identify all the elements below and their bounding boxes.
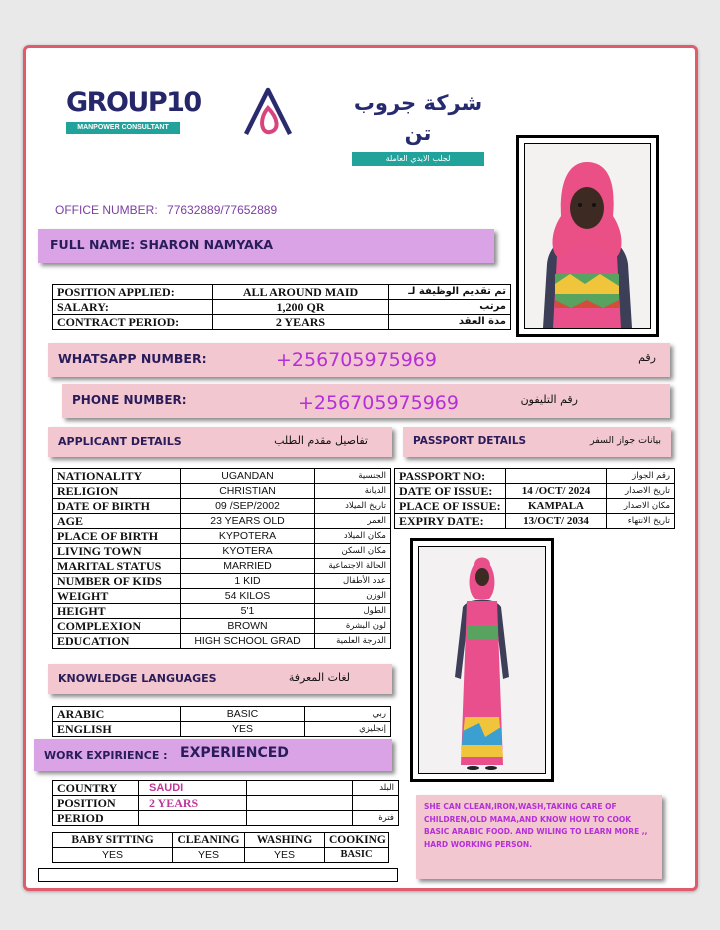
work-row-blank <box>247 796 353 811</box>
table-row <box>53 589 391 604</box>
row-arabic-label: مرتب <box>389 300 511 315</box>
row-value: HIGH SCHOOL GRAD <box>181 634 315 649</box>
passport-details-table <box>394 468 675 529</box>
passport-details-header <box>403 427 671 457</box>
row-value: 13/OCT/ 2034 <box>506 514 607 529</box>
table-row <box>53 300 511 315</box>
portrait-photo <box>524 143 651 329</box>
row-arabic-label: العمر <box>315 514 391 529</box>
row-arabic-label: مكان الميلاد <box>315 529 391 544</box>
skill-value: YES <box>173 848 245 863</box>
table-row <box>53 315 511 330</box>
row-value <box>506 469 607 484</box>
row-value: CHRISTIAN <box>181 484 315 499</box>
group10-logo <box>66 87 201 140</box>
remarks-box <box>416 795 662 879</box>
skills-table <box>52 832 389 863</box>
phone-bar <box>62 384 670 418</box>
table-row <box>53 811 399 826</box>
arabic-logo <box>352 88 484 163</box>
table-row <box>53 722 391 737</box>
row-value: KAMPALA <box>506 499 607 514</box>
phone-arabic-label: رقم التليفون <box>520 393 578 406</box>
work-row-blank <box>247 811 353 826</box>
row-arabic-label: الديانة <box>315 484 391 499</box>
skill-value: YES <box>53 848 173 863</box>
row-label: AGE <box>53 514 181 529</box>
skill-header: COOKING <box>325 833 389 848</box>
table-row <box>53 484 391 499</box>
row-value: 1,200 QR <box>213 300 389 315</box>
applicant-details-header <box>48 427 392 457</box>
row-arabic-label: الجنسية <box>315 469 391 484</box>
row-label: NUMBER OF KIDS <box>53 574 181 589</box>
table-row <box>395 484 675 499</box>
table-row <box>53 514 391 529</box>
table-row <box>395 514 675 529</box>
company-emblem-icon <box>240 84 296 140</box>
row-arabic-label: مكان الاصدار <box>607 499 675 514</box>
row-label: SALARY: <box>53 300 213 315</box>
row-arabic-label: تاريخ الانتهاء <box>607 514 675 529</box>
work-row-value: SAUDI <box>139 781 247 796</box>
work-row-value <box>139 811 247 826</box>
remarks-text: SHE CAN CLEAN,IRON,WASH,TAKING CARE OF CHILDREN,OLD MAMA,AND KNOW HOW TO COOK BASIC ARABIC FOOD. AND WILING TO LEARN MORE ,, HARD WORKING PERSON. <box>424 802 648 849</box>
phone-number: +256705975969 <box>298 392 459 414</box>
row-value: KYPOTERA <box>181 529 315 544</box>
group10-logo-subtitle: MANPOWER CONSULTANT <box>66 122 180 134</box>
languages-table <box>52 706 391 737</box>
table-row <box>395 469 675 484</box>
row-value: 2 YEARS <box>213 315 389 330</box>
work-experience-value: EXPERIENCED <box>180 745 289 761</box>
arabic-logo-text: شركة جروب تن <box>353 91 483 145</box>
applicant-details-table <box>52 468 391 649</box>
full-name-bar <box>38 229 494 263</box>
languages-title: KNOWLEDGE LANGUAGES <box>58 672 217 685</box>
full-body-photo <box>418 546 546 774</box>
row-label: EXPIRY DATE: <box>395 514 506 529</box>
row-arabic-label: رقم الجواز <box>607 469 675 484</box>
row-value: 23 YEARS OLD <box>181 514 315 529</box>
work-experience-label: WORK EXPIRIENCE : <box>44 749 168 762</box>
row-label: MARITAL STATUS <box>53 559 181 574</box>
row-label: ENGLISH <box>53 722 181 737</box>
row-label: RELIGION <box>53 484 181 499</box>
whatsapp-label: WHATSAPP NUMBER: <box>58 351 207 366</box>
table-row <box>395 499 675 514</box>
skills-value-row <box>53 848 389 863</box>
row-label: PLACE OF ISSUE: <box>395 499 506 514</box>
row-arabic-label: إنجليزي <box>305 722 391 737</box>
skill-header: WASHING <box>245 833 325 848</box>
skill-value: YES <box>245 848 325 863</box>
row-arabic-label: ربي <box>305 707 391 722</box>
work-row-value: 2 YEARS <box>139 796 247 811</box>
row-arabic-label: مدة العقد <box>389 315 511 330</box>
row-label: DATE OF BIRTH <box>53 499 181 514</box>
full-body-photo-frame <box>410 538 554 782</box>
row-arabic-label: الطول <box>315 604 391 619</box>
row-value: YES <box>181 722 305 737</box>
row-arabic-label: تم تقديم الوظيفة لـ <box>389 285 511 300</box>
row-label: NATIONALITY <box>53 469 181 484</box>
row-value: MARRIED <box>181 559 315 574</box>
row-arabic-label: تاريخ الاصدار <box>607 484 675 499</box>
table-row <box>53 634 391 649</box>
table-row <box>53 499 391 514</box>
row-label: DATE OF ISSUE: <box>395 484 506 499</box>
full-name: FULL NAME: SHARON NAMYAKA <box>50 237 274 252</box>
office-number-label: OFFICE NUMBER: <box>55 203 158 217</box>
row-value: KYOTERA <box>181 544 315 559</box>
table-row <box>53 781 399 796</box>
row-value: UGANDAN <box>181 469 315 484</box>
work-row-arabic: فترة <box>353 811 399 826</box>
row-value: 09 /SEP/2002 <box>181 499 315 514</box>
row-arabic-label: تاريخ الميلاد <box>315 499 391 514</box>
position-table <box>52 284 511 330</box>
row-label: ARABIC <box>53 707 181 722</box>
row-arabic-label: عدد الأطفال <box>315 574 391 589</box>
work-row-arabic <box>353 796 399 811</box>
phone-label: PHONE NUMBER: <box>72 393 187 407</box>
work-row-arabic: البلد <box>353 781 399 796</box>
whatsapp-bar <box>48 343 670 377</box>
passport-details-title: PASSPORT DETAILS <box>413 435 527 447</box>
work-row-blank <box>247 781 353 796</box>
work-row-label: COUNTRY <box>53 781 139 796</box>
row-arabic-label: الوزن <box>315 589 391 604</box>
table-row <box>53 574 391 589</box>
row-arabic-label: الحالة الاجتماعية <box>315 559 391 574</box>
row-label: CONTRACT PERIOD: <box>53 315 213 330</box>
group10-logo-text: GROUP10 <box>66 87 201 118</box>
row-arabic-label: الدرجة العلمية <box>315 634 391 649</box>
table-row <box>53 707 391 722</box>
blank-footer-box <box>38 868 398 882</box>
row-arabic-label: لون البشرة <box>315 619 391 634</box>
row-value: 14 /OCT/ 2024 <box>506 484 607 499</box>
portrait-photo-frame <box>516 135 659 337</box>
skills-header-row <box>53 833 389 848</box>
table-row <box>53 469 391 484</box>
row-arabic-label: مكان السكن <box>315 544 391 559</box>
skill-value: BASIC <box>325 848 389 863</box>
whatsapp-arabic-label: رقم <box>638 351 656 364</box>
table-row <box>53 544 391 559</box>
row-label: POSITION APPLIED: <box>53 285 213 300</box>
row-label: COMPLEXION <box>53 619 181 634</box>
table-row <box>53 619 391 634</box>
work-row-label: PERIOD <box>53 811 139 826</box>
row-label: WEIGHT <box>53 589 181 604</box>
office-number-line <box>55 203 277 217</box>
table-row <box>53 559 391 574</box>
row-label: LIVING TOWN <box>53 544 181 559</box>
row-label: PASSPORT NO: <box>395 469 506 484</box>
work-experience-bar <box>34 739 392 771</box>
row-label: HEIGHT <box>53 604 181 619</box>
skill-header: CLEANING <box>173 833 245 848</box>
work-row-label: POSITION <box>53 796 139 811</box>
whatsapp-number: +256705975969 <box>276 349 437 371</box>
office-number-value: 77632889/77652889 <box>167 203 278 217</box>
applicant-details-title: APPLICANT DETAILS <box>58 435 182 448</box>
passport-details-arabic: بيانات جواز السفر <box>590 435 661 446</box>
row-value: 1 KID <box>181 574 315 589</box>
row-value: BROWN <box>181 619 315 634</box>
work-history-table <box>52 780 399 826</box>
table-row <box>53 796 399 811</box>
row-label: PLACE OF BIRTH <box>53 529 181 544</box>
table-row <box>53 529 391 544</box>
row-value: 54 KILOS <box>181 589 315 604</box>
table-row <box>53 285 511 300</box>
row-label: EDUCATION <box>53 634 181 649</box>
languages-arabic: لغات المعرفة <box>288 671 350 684</box>
row-value: BASIC <box>181 707 305 722</box>
skill-header: BABY SITTING <box>53 833 173 848</box>
applicant-details-arabic: تفاصيل مقدم الطلب <box>274 434 368 447</box>
languages-header <box>48 664 392 694</box>
row-value: 5'1 <box>181 604 315 619</box>
arabic-logo-subtitle: لجلب الايدي العاملة <box>352 152 484 166</box>
row-value: ALL AROUND MAID <box>213 285 389 300</box>
table-row <box>53 604 391 619</box>
